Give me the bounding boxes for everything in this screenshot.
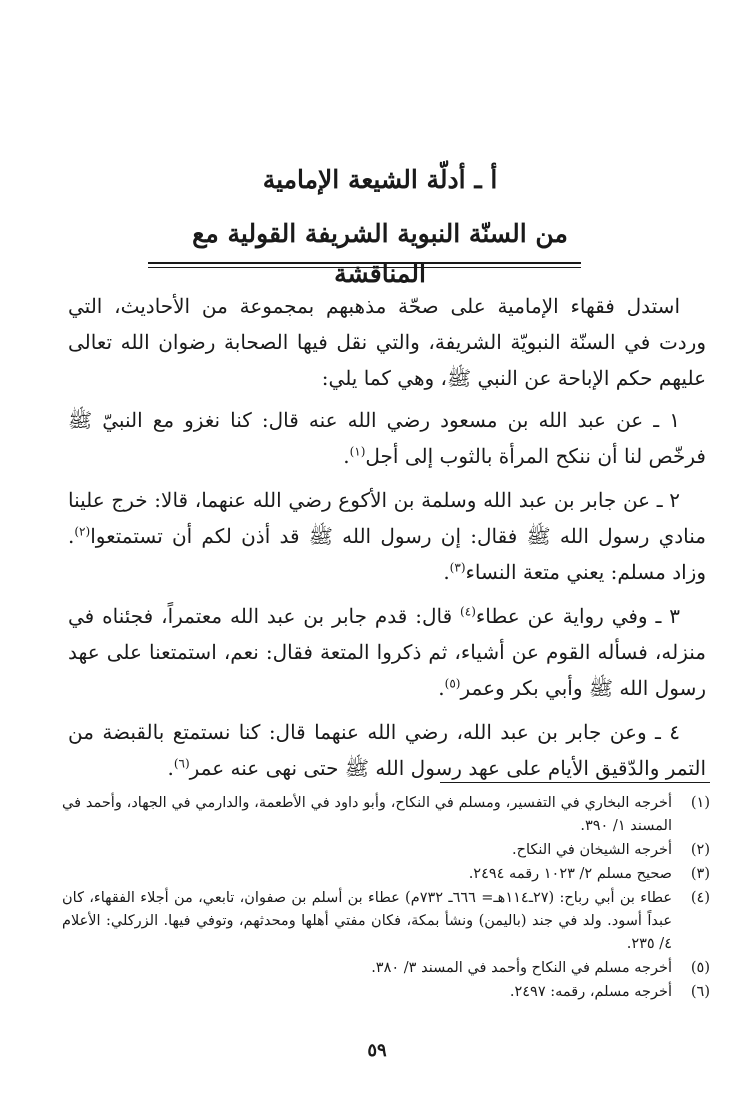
footnote-text: أخرجه الشيخان في النكاح. [512,842,672,858]
main-text [68,288,706,794]
page-number: ٥٩ [367,1040,387,1061]
section-subheading: من السنّة النبوية الشريفة القولية مع المناقشة [192,219,568,288]
footnote-ref-3: (٣) [449,560,466,575]
footnote [62,839,710,862]
footnote-number: (٥) [690,960,710,976]
footnote-text: صحيح مسلم ٢/ ١٠٢٣ رقمه ٢٤٩٤. [468,866,672,882]
footnote-ref-6: (٦) [173,756,190,771]
hadith-3-paragraph [68,598,706,706]
footnote [62,887,710,956]
hadith-4-text: ٤ ـ وعن جابر بن عبد الله، رضي الله عنهما قال: كنا نستمتع بالقبضة من التمر والدّقيق الأيام على عهد رسول الله ﷺ حتى نهى عنه عمر [68,720,706,780]
footnote [62,792,710,838]
hadith-2-text: ٢ ـ عن جابر بن عبد الله وسلمة بن الأكوع رضي الله عنهما، قالا: خرج علينا منادي رسول الله ﷺ فقال: إن رسول الله ﷺ قد أذن لكم أن تستمتعوا [68,488,706,548]
footnote-ref-2: (٢) [74,524,91,539]
footnote-number: (٣) [690,866,710,882]
section-heading: أ ـ أدلّة الشيعة الإمامية [262,165,498,194]
hadith-2-end: . [443,560,450,584]
heading-double-rule [148,262,581,268]
intro-paragraph: استدل فقهاء الإمامية على صحّة مذهبهم بمجموعة من الأحاديث، التي وردت في السنّة النبويّة الشريفة، والتي نقل فيها الصحابة رضوان الله تعالى عليهم حكم الإباحة عن النبي ﷺ، وهي كما يلي: [68,294,706,390]
footnote-ref-1: (١) [349,444,366,459]
footnote-ref-4: (٤) [460,604,476,619]
footnote-separator [440,782,710,783]
footnote-text: أخرجه مسلم في النكاح وأحمد في المسند ٣/ ٣٨٠. [371,960,672,976]
hadith-4-end: . [167,756,174,780]
footnote-text: أخرجه مسلم، رقمه: ٢٤٩٧. [509,984,672,1000]
hadith-4-paragraph [68,714,706,786]
footnote-number: (٤) [690,890,710,906]
hadith-1-end: . [343,444,350,468]
footnote-text: أخرجه البخاري في التفسير، ومسلم في النكاح، وأبو داود في الأطعمة، والدارمي في الجهاد، وأحمد في المسند ١/ ٣٩٠. [62,795,672,834]
hadith-1-paragraph [68,402,706,474]
footnote-number: (٦) [690,984,710,1000]
footnote [62,957,710,980]
footnote [62,863,710,886]
hadith-2-paragraph [68,482,706,590]
hadith-2-addition: . وزاد مسلم: يعني متعة النساء [68,524,706,584]
footnotes [62,792,710,1005]
footnote [62,981,710,1004]
footnote-text: عطاء بن أبي رباح: (٢٧ـ١١٤هـ= ٦٦٦ـ ٧٣٢م) عطاء بن أسلم بن صفوان، تابعي، من أجلاء الفقهاء، كان عبداً أسود. ولد في جند (باليمن) ونشأ بمكة، فكان مفتي أهلها ومحدثهم، وتوفي فيها. الزركلي: الأعلام ٤/ ٢٣٥. [62,890,672,952]
hadith-3-end: . [438,676,445,700]
hadith-3-intro: ٣ ـ وفي رواية عن عطاء [475,604,680,628]
hadith-1-text: ١ ـ عن عبد الله بن مسعود رضي الله عنه قال: كنا نغزو مع النبيّ ﷺ فرخّص لنا أن ننكح المرأة بالثوب إلى أجل [68,408,706,468]
footnote-number: (٢) [690,842,710,858]
footnote-ref-5: (٥) [444,676,461,691]
footnote-number: (١) [690,795,710,811]
hadith-3-text: قال: قدم جابر بن عبد الله معتمراً، فجئناه في منزله، فسأله القوم عن أشياء، ثم ذكروا المتعة فقال: نعم، استمتعنا على عهد رسول الله ﷺ وأبي بكر وعمر [68,604,706,700]
